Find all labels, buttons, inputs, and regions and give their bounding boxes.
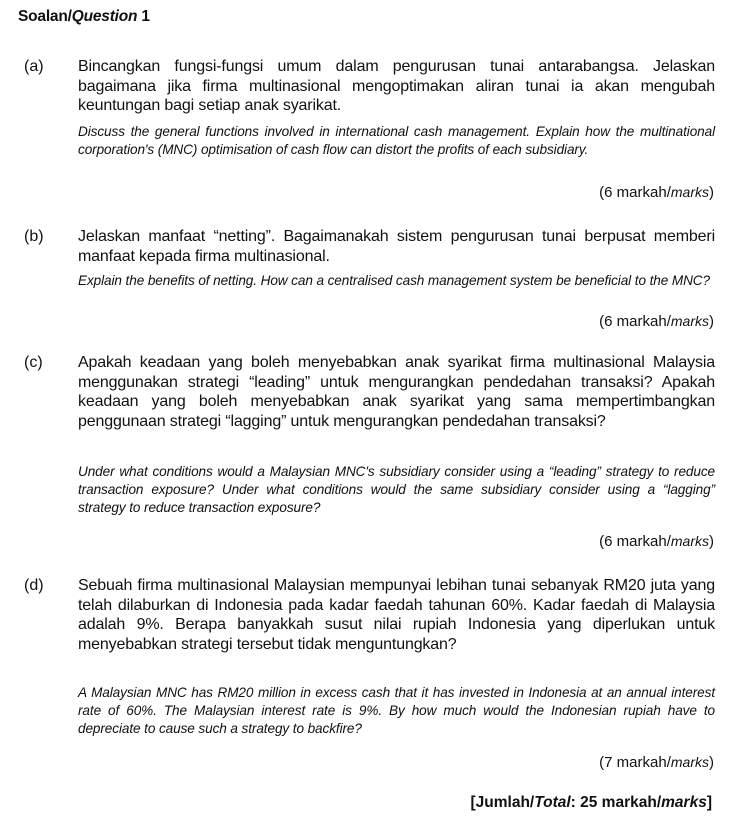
- part-letter: (d): [24, 577, 44, 594]
- part-english-text: A Malaysian MNC has RM20 million in excess cash that it has invested in Indonesia at an annual interest rate of 60%. The Malaysian interest rate is 9%. By how much would the Indonesian rupiah have to depreciate to cause such a strategy to backfire?: [78, 685, 715, 736]
- question-heading-malay: Soalan/: [18, 8, 72, 25]
- total-middle: : 25 markah/: [570, 794, 662, 811]
- marks-prefix: (6 markah/: [599, 184, 671, 201]
- question-heading-english: Question: [71, 8, 138, 25]
- part-marks: [599, 754, 714, 771]
- total-marks: [470, 794, 712, 812]
- marks-suffix: marks: [670, 184, 709, 200]
- part-english-text: Discuss the general functions involved in international cash management. Explain how the multinational corporation's (MNC) optimisation of cash flow can distort the profits of each subsidiary.: [78, 124, 715, 157]
- total-label: Total: [534, 794, 571, 811]
- part-malay-text: Apakah keadaan yang boleh menyebabkan anak syarikat firma multinasional Malaysia menggunakan strategi “leading” untuk mengurangkan pendedahan transaksi? Apakah keadaan yang boleh menyebabkan anak syarikat yang sama mempertimbangkan penggunaan strategi “lagging” untuk mengurangkan pendedahan transaksi?: [78, 354, 715, 430]
- total-close: ]: [706, 794, 712, 811]
- part-english-text: Explain the benefits of netting. How can a centralised cash management system be beneficial to the MNC?: [78, 273, 710, 288]
- marks-close: ): [709, 533, 714, 550]
- part-marks: [599, 533, 714, 550]
- part-malay-text: Jelaskan manfaat “netting”. Bagaimanakah sistem pengurusan tunai berpusat memberi manfaat kepada firma multinasional.: [78, 228, 715, 265]
- marks-close: ): [709, 184, 714, 201]
- marks-suffix: marks: [670, 313, 709, 329]
- marks-prefix: (7 markah/: [599, 754, 671, 771]
- question-heading: [18, 8, 150, 26]
- part-malay-text: Sebuah firma multinasional Malaysian mempunyai lebihan tunai sebanyak RM20 juta yang telah dilaburkan di Indonesia pada kadar faedah tahunan 60%. Kadar faedah di Malaysia adalah 9%. Berapa banyakkah susut nilai rupiah Indonesia yang diperlukan untuk menyebabkan strategi tersebut tidak menguntungkan?: [78, 577, 715, 653]
- part-malay-text: Bincangkan fungsi-fungsi umum dalam pengurusan tunai antarabangsa. Jelaskan bagaimana jika firma multinasional mengoptimakan aliran tunai ia akan mengubah keuntungan bagi setiap anak syarikat.: [78, 58, 715, 114]
- total-marks-label: marks: [661, 794, 707, 811]
- part-marks: [599, 313, 714, 330]
- part-english-text: Under what conditions would a Malaysian MNC's subsidiary consider using a “leading” strategy to reduce transaction exposure? Under what conditions would the same subsidiary consider using a “lagging” strategy to reduce transaction exposure?: [78, 464, 715, 515]
- part-letter: (a): [24, 58, 44, 75]
- total-open: [Jumlah/: [470, 794, 535, 811]
- marks-prefix: (6 markah/: [599, 313, 671, 330]
- question-number: 1: [137, 8, 150, 25]
- marks-close: ): [709, 754, 714, 771]
- marks-suffix: marks: [670, 533, 709, 549]
- part-letter: (c): [24, 354, 43, 371]
- marks-prefix: (6 markah/: [599, 533, 671, 550]
- marks-suffix: marks: [670, 754, 709, 770]
- marks-close: ): [709, 313, 714, 330]
- part-marks: [599, 184, 714, 201]
- part-letter: (b): [24, 228, 44, 245]
